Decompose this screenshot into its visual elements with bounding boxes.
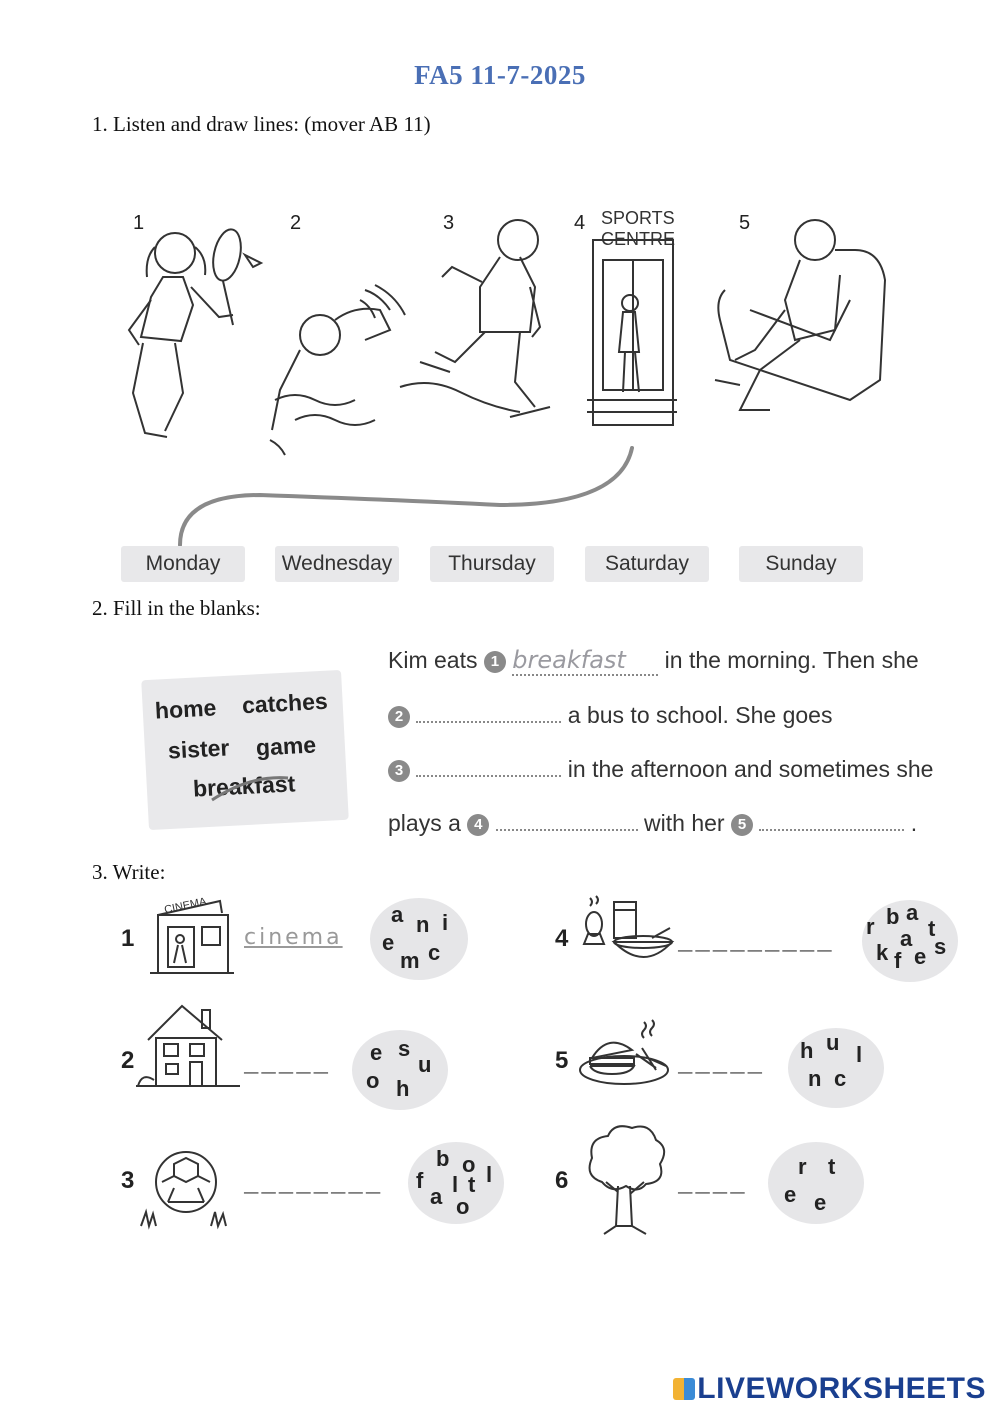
letter-cloud-4: r b a t a k f e s: [862, 900, 958, 982]
letter-cloud-1: a n i e m c: [370, 898, 468, 980]
sentence-line-2: 2 a bus to school. She goes: [388, 702, 832, 729]
picture-number-1: 1: [133, 212, 145, 234]
item-number-2: 2: [121, 1047, 135, 1074]
sentence-line-1: Kim eats 1 breakfast in the morning. Then she: [388, 646, 919, 674]
letter-cloud-5: h u l n c: [788, 1028, 884, 1108]
blank-4-input[interactable]: [496, 811, 638, 831]
item-6-blank[interactable]: ____: [678, 1172, 748, 1199]
letter-cloud-2: e s u o h: [352, 1030, 448, 1110]
word-bank-catches: catches: [241, 687, 329, 719]
word-bank-sister: sister: [167, 734, 230, 764]
breakfast-icon: [580, 890, 676, 970]
blank-number-5: 5: [731, 814, 753, 836]
question-2-label: 2. Fill in the blanks:: [92, 596, 261, 620]
question-3-label: 3. Write:: [92, 860, 166, 884]
football-icon: [136, 1140, 236, 1232]
picture-number-5: 5: [739, 212, 751, 234]
item-number-6: 6: [555, 1167, 569, 1194]
day-label-monday[interactable]: Monday: [121, 546, 245, 582]
blank-1-answer[interactable]: breakfast: [512, 646, 658, 676]
blank-5-input[interactable]: [759, 811, 904, 831]
picture-number-2: 2: [290, 212, 302, 234]
letter-cloud-3: b o f l t l a o: [408, 1142, 504, 1224]
blank-number-4: 4: [467, 814, 489, 836]
logo-grid-icon: [673, 1378, 695, 1400]
blank-number-1: 1: [484, 651, 506, 673]
day-label-thursday[interactable]: Thursday: [430, 546, 554, 582]
sentence-line-3: 3 in the afternoon and sometimes she: [388, 756, 933, 783]
question-1-label: 1. Listen and draw lines: (mover AB 11): [92, 112, 431, 136]
word-bank-breakfast: breakfast: [192, 770, 296, 802]
worksheet-title: FA5 11-7-2025: [414, 60, 586, 90]
strikethrough-mark: [210, 770, 290, 810]
sports-centre-sign: SPORTS CENTRE: [601, 208, 676, 249]
word-bank-home: home: [154, 694, 217, 724]
item-4-blank[interactable]: _________: [678, 930, 835, 957]
item-3-blank[interactable]: ________: [244, 1172, 384, 1199]
item-5-blank[interactable]: _____: [678, 1052, 766, 1079]
letter-cloud-6: r t e e: [768, 1142, 864, 1224]
sentence-line-4: plays a 4 with her 5 .: [388, 810, 918, 836]
example-answer-line: [0, 0, 1000, 600]
blank-3-input[interactable]: [416, 757, 561, 777]
lunch-icon: [578, 1018, 674, 1092]
item-number-4: 4: [555, 925, 569, 952]
word-bank-game: game: [255, 731, 317, 761]
item-number-3: 3: [121, 1167, 135, 1194]
item-number-1: 1: [121, 925, 135, 952]
day-label-wednesday[interactable]: Wednesday: [275, 546, 399, 582]
item-1-answer[interactable]: cinema: [244, 925, 343, 950]
day-label-sunday[interactable]: Sunday: [739, 546, 863, 582]
liveworksheets-logo: LIVEWORKSHEETS: [673, 1372, 986, 1406]
day-label-saturday[interactable]: Saturday: [585, 546, 709, 582]
house-icon: [136, 1000, 240, 1092]
picture-number-4: 4: [574, 212, 586, 234]
blank-number-2: 2: [388, 706, 410, 728]
cinema-sign: CINEMA: [163, 895, 208, 917]
item-number-5: 5: [555, 1047, 569, 1074]
blank-number-3: 3: [388, 760, 410, 782]
tree-icon: [582, 1122, 668, 1238]
blank-2-input[interactable]: [416, 703, 561, 723]
picture-number-3: 3: [443, 212, 455, 234]
item-2-blank[interactable]: _____: [244, 1052, 332, 1079]
